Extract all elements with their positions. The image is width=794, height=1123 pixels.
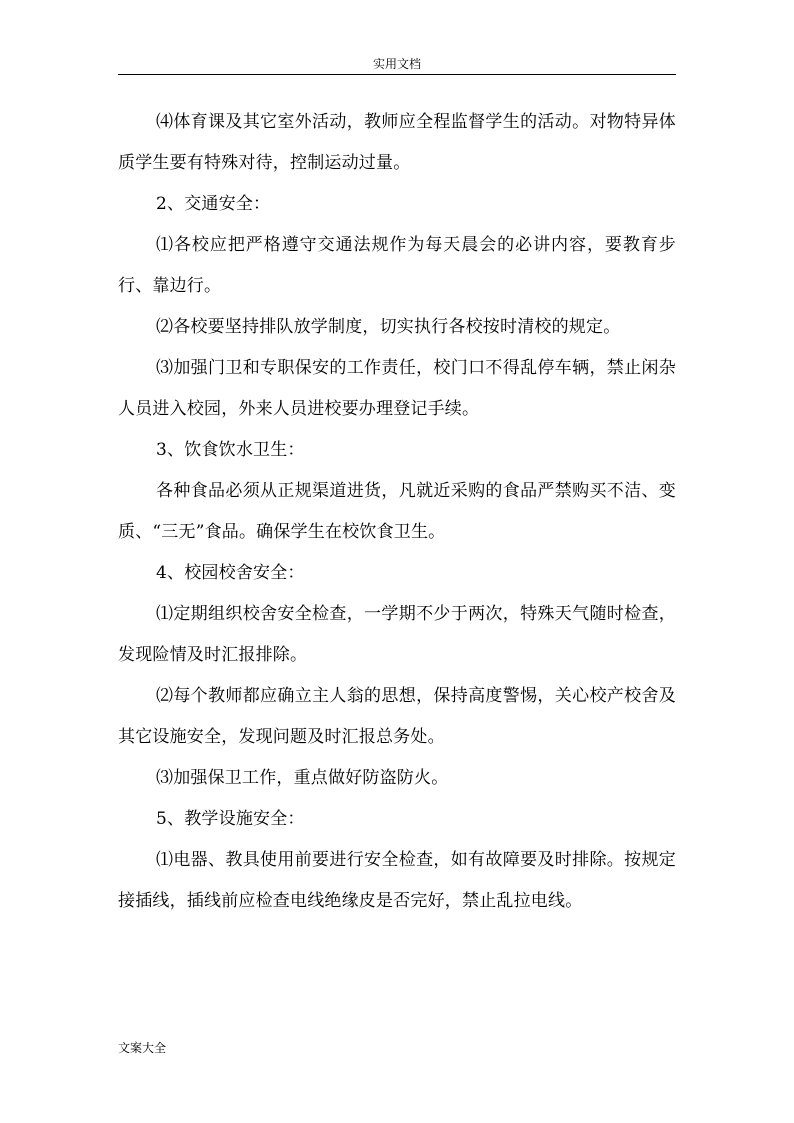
page-footer-text: 文案大全	[118, 1041, 167, 1055]
section-heading-campus-safety: 4、校园校舍安全：	[156, 563, 305, 583]
section-heading-food-hygiene: 3、饮食饮水卫生：	[156, 440, 305, 460]
paragraph-equipment-check: ⑴电器、教具使用前要进行安全检查，如有故障要及时排除。按规定接插线，插线前应检查电线绝缘皮是否完好，禁止乱拉电线。	[118, 850, 676, 911]
paragraph-theft-fire-prevention: ⑶加强保卫工作，重点做好防盗防火。	[156, 768, 449, 788]
paragraph-building-inspection: ⑴定期组织校舍安全检查，一学期不少于两次，特殊天气随时检查，发现险情及时汇报排除。	[118, 604, 676, 665]
paragraph-queue-dismissal: ⑵各校要坚持排队放学制度，切实执行各校按时清校的规定。	[156, 317, 621, 337]
section-heading-teaching-facilities: 5、教学设施安全：	[156, 809, 305, 829]
header-divider	[118, 74, 676, 75]
paragraph-food-purchase: 各种食品必须从正规渠道进货，凡就近采购的食品严禁购买不洁、变质、“三无”食品。确保学生在校饮食卫生。	[118, 481, 676, 542]
section-heading-traffic-safety: 2、交通安全：	[156, 194, 271, 214]
document-body	[118, 102, 676, 922]
paragraph-gate-security: ⑶加强门卫和专职保安的工作责任，校门口不得乱停车辆，禁止闲杂人员进入校园，外来人员进校要办理登记手续。	[118, 358, 676, 419]
paragraph-pe-class: ⑷体育课及其它室外活动，教师应全程监督学生的活动。对物特异体质学生要有特殊对待，控制运动过量。	[118, 112, 676, 173]
paragraph-traffic-rules: ⑴各校应把严格遵守交通法规作为每天晨会的必讲内容，要教育步行、靠边行。	[118, 235, 676, 296]
paragraph-teacher-vigilance: ⑵每个教师都应确立主人翁的思想，保持高度警惕，关心校产校舍及其它设施安全，发现问题及时汇报总务处。	[118, 686, 676, 747]
page-header-title: 实用文档	[372, 57, 421, 71]
